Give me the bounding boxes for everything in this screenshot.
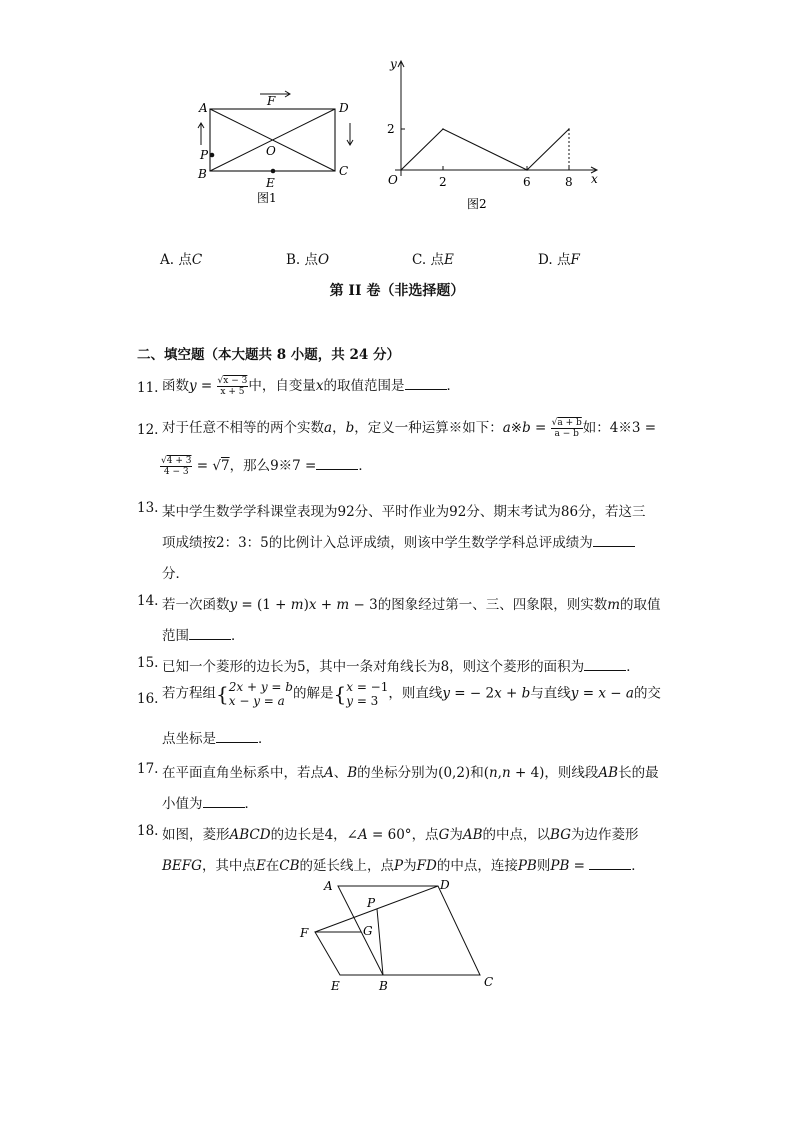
q18-text-2b: ，其中点 <box>201 858 256 874</box>
option-b-text: 点 <box>304 252 319 268</box>
point-p-dot <box>210 153 215 158</box>
x-tick-label-8: 8 <box>565 175 573 189</box>
q17-period: ． <box>244 796 258 812</box>
q12-text-a: 对于任意不相等的两个实数 <box>162 420 324 436</box>
q11-number: 11. <box>137 380 159 396</box>
q18-text-c: ，点 <box>411 827 439 843</box>
q16-number: 16. <box>137 691 159 707</box>
x-axis-label: x <box>591 172 598 186</box>
q17-text-2: 小值为 <box>162 796 203 812</box>
fig3-label-d: D <box>440 878 450 892</box>
figure-1-rectangle <box>190 85 360 210</box>
q14-text-2: 范围 <box>162 628 189 644</box>
q15-text-a: 已知一个菱形的边长为5，其中一条对角线长为8，则这个菱形的面积为 <box>162 659 585 675</box>
segment-fd <box>315 886 438 932</box>
q15-period: ． <box>626 659 640 675</box>
figure-1-caption: 图1 <box>257 191 277 205</box>
option-d-var: F <box>570 252 580 268</box>
fig3-label-a: A <box>324 879 333 893</box>
fig3-label-p: P <box>367 896 376 910</box>
q18-text-j: 的中点，连接 <box>436 858 518 874</box>
q18-period: ． <box>631 858 645 874</box>
q12-line2: $\frac{√4 + 3}{4 - 3}$ = √7，那么9※7 = ． <box>161 456 372 477</box>
rhombus-befg <box>315 932 383 975</box>
section-2-title: 二、填空题（本大题共 8 小题，共 24 分） <box>137 347 400 363</box>
series-line <box>401 129 569 170</box>
option-a[interactable] <box>160 248 202 268</box>
option-a-var: C <box>191 252 203 268</box>
q13-text-2: 项成绩按2：3：5的比例计入总评成绩，则该中学生数学学科总评成绩为 <box>162 535 593 551</box>
option-c-letter: C. <box>412 252 427 268</box>
figure-2-function-graph <box>375 55 605 215</box>
q13-line2 <box>162 531 635 551</box>
q12-period: ． <box>358 458 372 474</box>
part-2-title: 第 II 卷（非选择题） <box>329 283 465 299</box>
q17-text-a: 在平面直角坐标系中，若点 <box>162 765 324 781</box>
q14-period: ． <box>231 628 245 644</box>
q18-text-d: 为 <box>449 827 463 843</box>
q12-text-d: 如：4※3 = <box>582 420 657 436</box>
fig3-label-f: F <box>300 926 309 940</box>
q12-line1: 对于任意不相等的两个实数a，b，定义一种运算※如下：a※b = $\frac{√a + b}{a - b}$ 如：4※3 = <box>162 418 657 439</box>
q17-text-c: 的坐标分别为 <box>357 765 439 781</box>
option-a-text: 点 <box>178 252 192 268</box>
q18-text-a: 如图，菱形 <box>162 827 230 843</box>
label-e: E <box>266 176 275 190</box>
q15-number: 15. <box>137 655 159 671</box>
q11-text-c: 的取值范围是 <box>323 378 405 394</box>
q18-text-b: 的边长是4， <box>270 827 347 843</box>
q16-text-d: 与直线 <box>530 685 571 702</box>
q18-text-h: 的延长线上，点 <box>299 858 395 874</box>
option-d[interactable] <box>538 248 580 268</box>
x-tick-label-2: 2 <box>439 175 447 189</box>
q12-number: 12. <box>137 422 159 438</box>
option-c-text: 点 <box>430 252 444 268</box>
q18-text-f: 为边作菱形 <box>571 827 639 843</box>
q13-answer-blank[interactable] <box>593 534 635 547</box>
label-d: D <box>339 101 349 115</box>
q17-text-b: 、 <box>333 765 348 781</box>
q14-line2 <box>162 624 245 644</box>
label-p: P <box>200 148 209 162</box>
q18-number: 18. <box>137 823 159 839</box>
q18-text-i: 为 <box>403 858 417 874</box>
data-point-1 <box>442 128 444 130</box>
q13-number: 13. <box>137 500 159 516</box>
q11-body: 函数y = $\frac{√x - 3}{x + 5}$ 中，自变量x的取值范围是 ． <box>162 376 460 397</box>
q11-period: ． <box>446 378 460 394</box>
q12-answer-blank[interactable] <box>316 457 358 470</box>
rhombus-abcd <box>338 886 480 975</box>
fig3-label-g: G <box>363 924 373 938</box>
y-axis-label: y <box>390 57 397 71</box>
y-tick-label-2: 2 <box>387 122 395 136</box>
label-c: C <box>339 164 349 178</box>
q18-text-k: 则 <box>536 858 551 874</box>
q17-line1: 在平面直角坐标系中，若点A、B的坐标分别为(0,2)和(n,n + 4)，则线段AB长的最 <box>162 765 659 781</box>
option-a-letter: A. <box>160 252 175 268</box>
option-b[interactable] <box>286 248 329 268</box>
q17-answer-blank[interactable] <box>203 795 245 808</box>
q16-text-e: 的交 <box>633 685 661 702</box>
q13-line1: 某中学生数学学科课堂表现为92分、平时作业为92分、期末考试为86分，若这三 <box>162 504 646 520</box>
q12-text-f: ，那么9※7 = <box>229 458 317 474</box>
option-c[interactable] <box>412 248 454 268</box>
q14-answer-blank[interactable] <box>189 627 231 640</box>
q14-line1: 若一次函数y = (1 + m)x + m − 3的图象经过第一、三、四象限，则实数m的取值 <box>162 597 661 613</box>
q16-period: ． <box>258 731 272 747</box>
q16-text-2: 点坐标是 <box>162 731 216 747</box>
q17-line2 <box>162 792 258 812</box>
q13-line3: 分． <box>162 566 189 582</box>
q15-answer-blank[interactable] <box>584 658 626 671</box>
q18-line1: 如图，菱形ABCD的边长是4，∠A = 60°，点G为AB的中点，以BG为边作菱形 <box>162 827 639 843</box>
q11-text-b: 中，自变量 <box>248 378 316 394</box>
q12-text-e: = <box>196 458 209 474</box>
q14-text-b: 的图象经过第一、三、四象限，则实数 <box>377 597 608 613</box>
q12-text-c: ，定义一种运算※如下： <box>354 420 503 436</box>
option-c-var: E <box>443 252 454 268</box>
option-d-text: 点 <box>556 252 571 268</box>
q17-text-d: 和 <box>470 765 484 781</box>
label-o: O <box>266 144 276 158</box>
label-f: F <box>267 94 276 108</box>
option-d-letter: D. <box>538 252 553 268</box>
label-b: B <box>198 167 207 181</box>
q12-text-b: ， <box>332 420 346 436</box>
q16-answer-blank[interactable] <box>216 730 258 743</box>
q14-number: 14. <box>137 593 159 609</box>
q16-line1: 若方程组{2x + y = b x − y = a 的解是{x = −1 y = 3 ，则直线y = − 2x + b与直线y = x − a的交 <box>162 680 661 708</box>
q17-text-e: ，则线段 <box>544 765 599 781</box>
q18-text-e: 的中点，以 <box>482 827 551 843</box>
fig3-label-c: C <box>484 975 494 989</box>
option-b-letter: B. <box>286 252 301 268</box>
q17-number: 17. <box>137 761 159 777</box>
q16-line2 <box>162 727 272 747</box>
q17-text-f: 长的最 <box>618 765 659 781</box>
q11-answer-blank[interactable] <box>405 377 447 390</box>
q16-text-b: 的解是 <box>292 685 334 702</box>
figure-3-rhombus <box>295 872 505 997</box>
data-point-0 <box>400 169 402 171</box>
q18-line2: BEFG，其中点E在CB的延长线上，点P为FD的中点，连接PB则PB = ． <box>162 858 645 874</box>
fig3-label-e: E <box>331 979 340 993</box>
q14-text-a: 若一次函数 <box>162 597 230 613</box>
label-a: A <box>199 101 208 115</box>
q18-text-g: 在 <box>265 858 280 874</box>
data-point-2 <box>526 169 528 171</box>
q11-text-a: 函数 <box>162 378 189 394</box>
figure-2-caption: 图2 <box>467 197 487 211</box>
q16-text-a: 若方程组 <box>162 685 216 702</box>
q18-answer-blank[interactable] <box>589 857 631 870</box>
q16-text-c: ，则直线 <box>388 685 443 702</box>
q14-text-c: 的取值 <box>620 597 661 613</box>
x-tick-label-6: 6 <box>523 175 531 189</box>
point-e-dot <box>271 169 276 174</box>
fig3-label-b: B <box>379 979 388 993</box>
q15-line1 <box>162 655 640 675</box>
origin-label: O <box>388 173 398 187</box>
option-b-var: O <box>318 252 330 268</box>
